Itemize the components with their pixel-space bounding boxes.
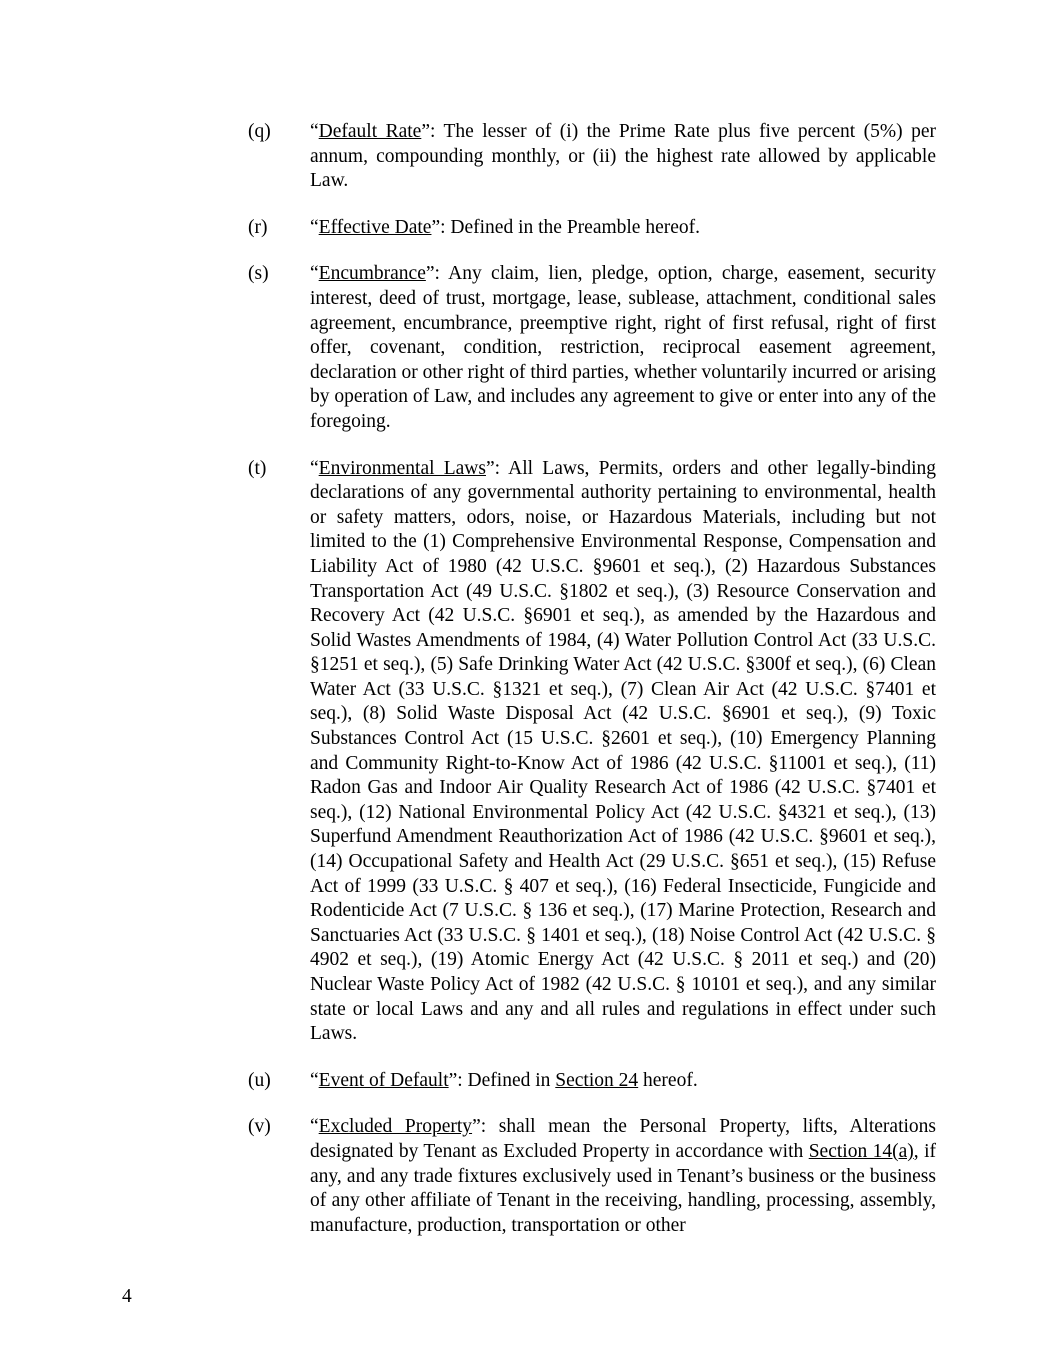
clause-text: ”: All Laws, Permits, orders and other legally-binding declarations of any governmental authority pertaining to environmental, health or safety matters, odors, noise, or Hazardous Materials, including but not limited to the (1) Comprehensive Environmental Response, Compensation and Liability Act of 1980 (42 U.S.C. §9601 et seq.), (2) Hazardous Substances Transportation Act (49 U.S.C. §1802 et seq.), (3) Resource Conservation and Recovery Act (42 U.S.C. §6901 et seq.), as amended by the Hazardous and Solid Wastes Amendments of 1984, (4) Water Pollution Control Act (33 U.S.C. §1251 et seq.), (5) Safe Drinking Water Act (42 U.S.C. §300f et seq.), (6) Clean Water Act (33 U.S.C. §1321 et seq.), (7) Clean Air Act (42 U.S.C. §7401 et seq.), (8) Solid Waste Disposal Act (42 U.S.C. §6901 et seq.), (9) Toxic Substances Control Act (15 U.S.C. §2601 et seq.), (10) Emergency Planning and Community Right-to-Know Act of 1986 (42 U.S.C. §11001 et seq.), (11) Radon Gas and Indoor Air Quality Research Act of 1986 (42 U.S.C. §7401 et seq.), (12) National Environmental Policy Act (42 U.S.C. §4321 et seq.), (13) Superfund Amendment Reauthorization Act of 1986 (42 U.S.C. §9601 et seq.), (14) Occupational Safety and Health Act (29 U.S.C. §651 et seq.), (15) Refuse Act of 1999 (33 U.S.C. § 407 et seq.), (16) Federal Insecticide, Fungicide and Rodenticide Act (7 U.S.C. § 136 et seq.), (17) Marine Protection, Research and Sanctuaries Act (33 U.S.C. § 1401 et seq.), (18) Noise Control Act (42 U.S.C. § 4902 et seq.), (19) Atomic Energy Act (42 U.S.C. § 2011 et seq.) and (20) Nuclear Waste Policy Act of 1982 (42 U.S.C. § 10101 et seq.), and any similar state or local Laws and any and all rules and regulations in effect under such Laws. <box>310 457 936 1045</box>
clause-text-tail: , if any, and any trade fixtures exclusively used in Tenant’s business or the business of any other affiliate of Tenant in the receiving, handling, processing, assembly, manufacture, production, transportation or other <box>310 1140 936 1236</box>
clause-body <box>310 457 936 1047</box>
clause-r <box>248 216 936 241</box>
quote-open: “ <box>310 1069 319 1091</box>
clause-text: ”: Defined in <box>448 1069 556 1091</box>
defined-term: Excluded Property <box>318 1116 473 1138</box>
clause-text: ”: Defined in the Preamble hereof. <box>431 216 701 238</box>
defined-term: Encumbrance <box>318 263 426 285</box>
clause-body <box>310 216 936 241</box>
clause-s <box>248 262 936 434</box>
defined-term: Default Rate <box>318 121 422 142</box>
section-reference: Section 24 <box>555 1069 639 1091</box>
clause-text: ”: The lesser of (i) the Prime Rate plus five percent (5%) per annum, compounding monthly, or (ii) the highest rate allowed by applicable Law. <box>310 121 936 192</box>
defined-term: Environmental Laws <box>318 457 486 479</box>
clause-body <box>310 1069 936 1094</box>
clause-marker: (u) <box>248 1069 271 1091</box>
clause-q <box>248 120 936 194</box>
quote-open: “ <box>310 457 319 479</box>
defined-term: Event of Default <box>318 1069 449 1091</box>
page-number: 4 <box>122 1286 132 1307</box>
clause-list <box>248 120 936 1260</box>
clause-body <box>310 1115 936 1238</box>
clause-text: ”: Any claim, lien, pledge, option, charge, easement, security interest, deed of trust, mortgage, lease, sublease, attachment, conditional sales agreement, encumbrance, preemptive right, right of first refusal, right of first offer, covenant, condition, restriction, reciprocal easement agreement, declaration or other right of third parties, whether voluntarily incurred or arising by operation of Law, and includes any agreement to give or enter into any of the foregoing. <box>310 263 936 432</box>
quote-open: “ <box>310 263 319 285</box>
clause-body <box>310 262 936 434</box>
quote-open: “ <box>310 1116 319 1138</box>
defined-term: Effective Date <box>318 216 432 238</box>
clause-marker: (r) <box>248 216 268 238</box>
clause-body <box>310 120 936 194</box>
clause-marker: (q) <box>248 121 271 142</box>
clause-marker: (s) <box>248 263 269 285</box>
clause-marker: (t) <box>248 457 267 479</box>
quote-open: “ <box>310 121 319 142</box>
quote-open: “ <box>310 216 319 238</box>
clause-text-tail: hereof. <box>638 1069 698 1091</box>
clause-text: ”: shall mean the Personal Property, lifts, Alterations designated by Tenant as Excluded Property in accordance with <box>310 1116 936 1162</box>
clause-t <box>248 457 936 1047</box>
clause-marker: (v) <box>248 1116 271 1138</box>
clause-u <box>248 1069 936 1094</box>
section-reference: Section 14(a) <box>808 1140 914 1162</box>
clause-v <box>248 1115 936 1238</box>
